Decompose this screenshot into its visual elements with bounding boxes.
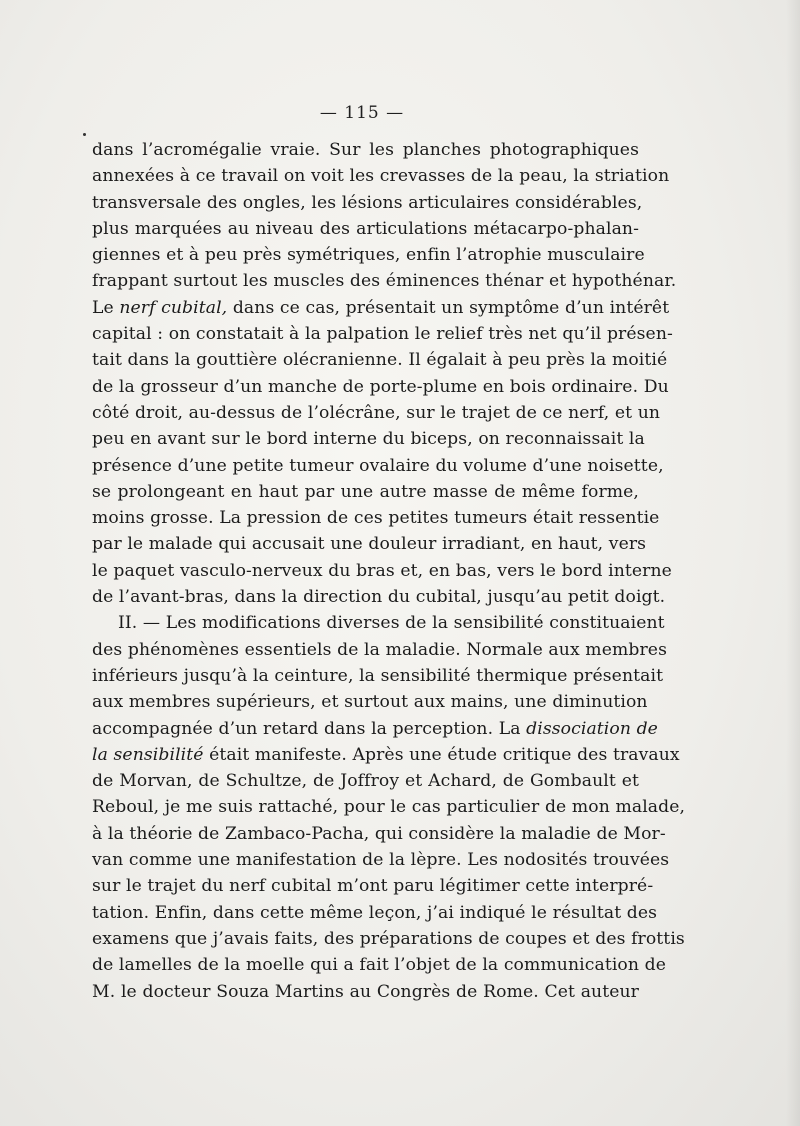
text-fragment: était manifeste. Après une étude critique des travaux <box>203 744 680 765</box>
body-text <box>92 137 686 1005</box>
text-line: giennes et à peu près symétriques, enfin l’atrophie musculaire <box>92 245 645 266</box>
text-line: sur le trajet du nerf cubital m’ont paru légitimer cette interpré- <box>92 876 654 897</box>
text-line: plus marquées au niveau des articulations métacarpo-phalan- <box>92 218 639 239</box>
text-line: capital : on constatait à la palpation le relief très net qu’il présen- <box>92 324 673 345</box>
text-line: de Morvan, de Schultze, de Joffroy et Achard, de Gombault et <box>92 771 639 792</box>
text-line: des phénomènes essentiels de la maladie. Normale aux membres <box>92 639 667 660</box>
page-edge-shadow <box>786 0 800 1126</box>
page-number: — 115 — <box>319 103 405 123</box>
italic-term-sensibilite: la sensibilité <box>92 744 204 765</box>
text-line: transversale des ongles, les lésions articulaires considérables, <box>92 192 643 213</box>
text-line: peu en avant sur le bord interne du biceps, on reconnaissait la <box>92 429 645 450</box>
text-line: par le malade qui accusait une douleur irradiant, en haut, vers <box>92 534 647 555</box>
text-line: tation. Enfin, dans cette même leçon, j’ai indiqué le résultat des <box>92 902 658 923</box>
text-line <box>92 742 680 768</box>
text-fragment: Le <box>92 297 120 318</box>
italic-term-nerf-cubital: nerf cubital, <box>119 297 228 318</box>
text-line: à la théorie de Zambaco-Pacha, qui considère la maladie de Mor- <box>92 823 666 844</box>
text-line: dans l’acromégalie vraie. Sur les planches photographiques <box>92 140 639 160</box>
text-line: côté droit, au-dessus de l’olécrâne, sur le trajet de ce nerf, et un <box>92 402 661 423</box>
text-line <box>92 295 670 321</box>
text-line: II. — Les modifications diverses de la sensibilité constituaient <box>118 613 665 634</box>
text-line: Reboul, je me suis rattaché, pour le cas particulier de mon malade, <box>92 797 686 818</box>
text-line: de lamelles de la moelle qui a fait l’objet de la communication de <box>92 955 666 976</box>
ink-speck <box>83 133 86 136</box>
text-line: aux membres supérieurs, et surtout aux mains, une diminution <box>92 692 648 713</box>
text-line: tait dans la gouttière olécranienne. Il égalait à peu près la moitié <box>92 350 668 371</box>
italic-term-dissociation: dissociation de <box>526 718 658 739</box>
text-line: de l’avant-bras, dans la direction du cubital, jusqu’au petit doigt. <box>92 587 666 608</box>
text-line: présence d’une petite tumeur ovalaire du volume d’une noisette, <box>92 455 664 476</box>
text-line: inférieurs jusqu’à la ceinture, la sensibilité thermique présentait <box>92 665 664 686</box>
text-line: van comme une manifestation de la lèpre. Les nodosités trouvées <box>92 850 670 871</box>
text-line: moins grosse. La pression de ces petites tumeurs était ressentie <box>92 508 660 529</box>
text-line: de la grosseur d’un manche de porte-plume en bois ordinaire. Du <box>92 376 669 397</box>
text-line: examens que j’avais faits, des préparations de coupes et des frottis <box>92 928 685 949</box>
text-line: frappant surtout les muscles des éminences thénar et hypothénar. <box>92 271 677 292</box>
text-line <box>92 716 658 742</box>
text-line: M. le docteur Souza Martins au Congrès de Rome. Cet auteur <box>92 981 639 1002</box>
text-fragment: accompagnée d’un retard dans la perception. La <box>92 718 527 739</box>
text-line: le paquet vasculo-nerveux du bras et, en bas, vers le bord interne <box>92 560 672 581</box>
text-fragment: dans ce cas, présentait un symptôme d’un intérêt <box>227 297 670 318</box>
text-line: se prolongeant en haut par une autre masse de même forme, <box>92 481 639 502</box>
text-line: annexées à ce travail on voit les crevasses de la peau, la striation <box>92 166 670 187</box>
